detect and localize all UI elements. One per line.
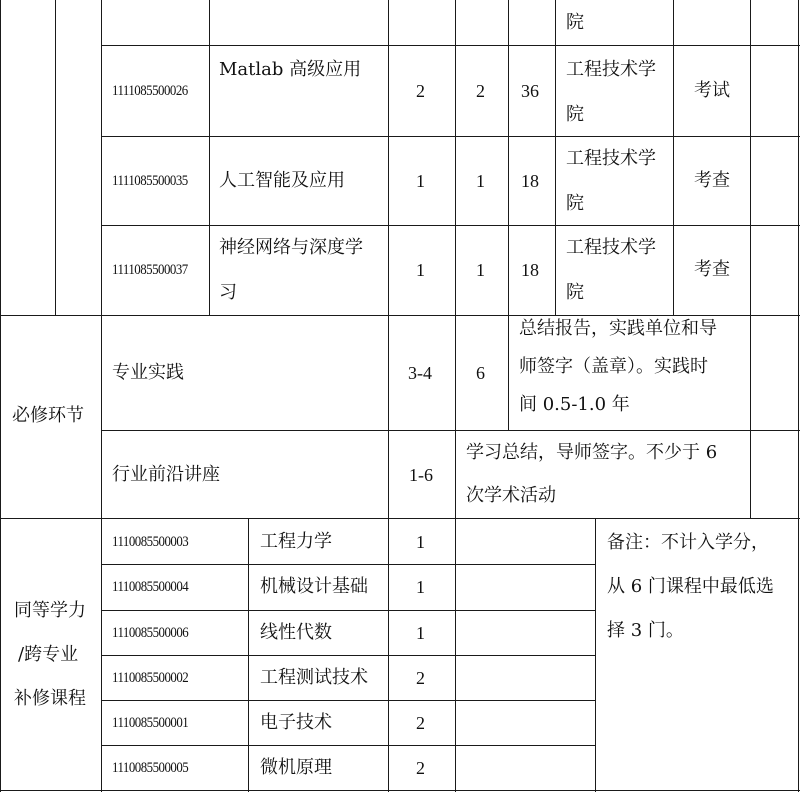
remedial-semester: 2 xyxy=(416,758,425,778)
practice-credits: 6 xyxy=(476,363,485,383)
divider xyxy=(101,136,800,137)
lecture-note: 次学术活动 xyxy=(466,485,556,506)
divider xyxy=(101,225,800,226)
divider xyxy=(508,315,509,430)
divider xyxy=(388,0,389,315)
divider xyxy=(0,315,800,316)
remedial-semester: 2 xyxy=(416,713,425,733)
divider xyxy=(750,315,751,518)
remedial-name: 线性代数 xyxy=(260,622,332,643)
divider xyxy=(595,518,596,792)
remedial-code: 1110085500005 xyxy=(112,760,189,776)
divider xyxy=(0,518,800,519)
course-college: 工程技术学 xyxy=(566,59,656,80)
divider xyxy=(101,700,595,701)
section-label-required: 必修环节 xyxy=(12,405,84,426)
remedial-semester: 1 xyxy=(416,532,425,552)
practice-note: 师签字（盖章）。实践时 xyxy=(519,356,708,377)
course-code: 1111085500037 xyxy=(112,262,188,278)
course-code: 1111085500026 xyxy=(112,83,188,99)
lecture-note: 学习总结，导师签字。不少于 6 xyxy=(466,442,718,463)
course-college: 院 xyxy=(566,193,584,214)
divider xyxy=(209,0,210,315)
remedial-name: 工程力学 xyxy=(260,531,332,552)
course-college: 工程技术学 xyxy=(566,148,656,169)
course-credits: 2 xyxy=(416,81,425,101)
divider xyxy=(455,430,456,518)
college-continuation: 院 xyxy=(566,12,584,33)
remedial-note: 从 6 门课程中最低选 xyxy=(607,576,774,597)
remedial-name: 工程测试技术 xyxy=(260,667,368,688)
practice-note: 间 0.5-1.0 年 xyxy=(519,394,630,415)
section-label-remedial: 同等学力 xyxy=(14,600,86,621)
course-college: 院 xyxy=(566,104,584,125)
course-credits: 1 xyxy=(416,260,425,280)
course-exam: 考查 xyxy=(694,170,730,191)
table-border-right xyxy=(798,0,799,792)
remedial-name: 电子技术 xyxy=(260,712,332,733)
divider xyxy=(555,0,556,315)
course-college: 工程技术学 xyxy=(566,237,656,258)
course-name: 习 xyxy=(219,282,237,303)
remedial-semester: 2 xyxy=(416,668,425,688)
section-label-remedial: 补修课程 xyxy=(14,688,86,709)
lecture-semester: 1-6 xyxy=(409,465,433,485)
course-credits: 1 xyxy=(416,171,425,191)
course-hours: 18 xyxy=(521,171,539,191)
remedial-code: 1110085500004 xyxy=(112,579,189,595)
remedial-note: 择 3 门。 xyxy=(607,620,684,641)
practice-name: 专业实践 xyxy=(112,362,184,383)
course-semester: 1 xyxy=(476,260,485,280)
course-hours: 36 xyxy=(521,81,539,101)
remedial-code: 1110085500006 xyxy=(112,625,189,641)
remedial-name: 机械设计基础 xyxy=(260,576,368,597)
divider xyxy=(388,315,389,518)
divider xyxy=(101,45,800,46)
course-exam: 考查 xyxy=(694,259,730,280)
course-name: 人工智能及应用 xyxy=(219,170,345,191)
lecture-name: 行业前沿讲座 xyxy=(112,464,220,485)
remedial-semester: 1 xyxy=(416,623,425,643)
divider xyxy=(101,430,800,431)
remedial-code: 1110085500002 xyxy=(112,670,189,686)
divider xyxy=(673,0,674,315)
divider xyxy=(101,0,102,792)
section-label-remedial: /跨专业 xyxy=(18,644,79,665)
course-college: 院 xyxy=(566,282,584,303)
practice-note: 总结报告，实践单位和导 xyxy=(519,318,717,339)
divider xyxy=(101,745,595,746)
course-name: Matlab 高级应用 xyxy=(219,59,362,80)
divider xyxy=(101,564,595,565)
course-code: 1111085500035 xyxy=(112,173,188,189)
remedial-code: 1110085500001 xyxy=(112,715,189,731)
table-border-left xyxy=(0,0,1,792)
course-semester: 1 xyxy=(476,171,485,191)
divider xyxy=(455,315,456,430)
divider xyxy=(508,0,509,315)
remedial-semester: 1 xyxy=(416,577,425,597)
divider xyxy=(750,0,751,315)
table-border-bottom xyxy=(0,790,800,791)
remedial-code: 1110085500003 xyxy=(112,534,189,550)
course-semester: 2 xyxy=(476,81,485,101)
divider xyxy=(55,0,56,315)
course-hours: 18 xyxy=(521,260,539,280)
course-exam: 考试 xyxy=(694,80,730,101)
remedial-name: 微机原理 xyxy=(260,757,332,778)
divider xyxy=(101,655,595,656)
divider xyxy=(101,610,595,611)
course-name: 神经网络与深度学 xyxy=(219,237,363,258)
divider xyxy=(455,0,456,315)
remedial-note: 备注：不计入学分， xyxy=(607,532,769,553)
practice-semester: 3-4 xyxy=(408,363,432,383)
